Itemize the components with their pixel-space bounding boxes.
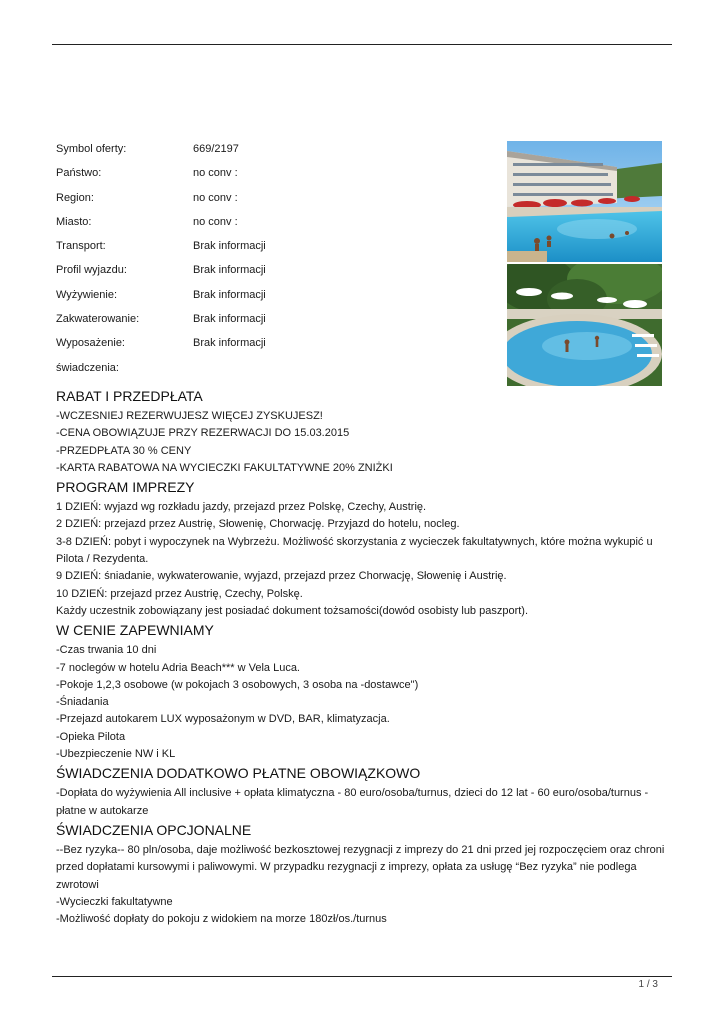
page-number: 1 / 3 [638,979,658,990]
header-rule [52,44,672,45]
offer-content [56,386,668,928]
section-title: RABAT I PRZEDPŁATA [56,388,203,404]
info-label: Państwo: [56,167,102,180]
text-line: 2 DZIEŃ: przejazd przez Austrię, Słowenię, Chorwację. Przyjazd do hotelu, nocleg. [56,518,460,531]
info-label: Miasto: [56,215,92,228]
text-line: zwrotowi [56,878,99,891]
info-row [56,288,356,312]
text-line: przed dopłatami kursowymi i paliwowymi. W przypadku rezygnacji z imprezy, opłata za usługę “Bez ryzyka” nie podlega [56,861,637,874]
info-value: Brak informacji [193,288,266,301]
pool-trees-photo [507,264,662,386]
info-row [56,166,356,190]
offer-info-table [56,142,356,385]
info-label: Zakwaterowanie: [56,313,140,326]
info-row [56,191,356,215]
info-value: no conv : [193,215,238,228]
info-row [56,263,356,287]
text-line: -Ubezpieczenie NW i KL [56,748,176,761]
section-dodatkowe [56,763,668,820]
text-line: -PRZEDPŁATA 30 % CENY [56,444,192,457]
info-label: świadczenia: [56,361,119,374]
text-line: -Śniadania [56,696,109,709]
section-program [56,477,668,620]
info-label: Region: [56,191,94,204]
section-title: W CENIE ZAPEWNIAMY [56,622,214,639]
text-line: płatne w autokarze [56,804,149,817]
info-value: Brak informacji [193,240,266,253]
text-line: -Opieka Pilota [56,730,126,743]
section-title: ŚWIADCZENIA OPCJONALNE [56,821,252,838]
info-value: Brak informacji [193,337,266,350]
info-label: Profil wyjazdu: [56,264,127,277]
info-value: no conv : [193,191,238,204]
text-line: -7 noclegów w hotelu Adria Beach*** w Vela Luca. [56,661,300,674]
section-cena [56,620,668,763]
info-row [56,239,356,263]
text-line: 10 DZIEŃ: przejazd przez Austrię, Czechy, Polskę. [56,587,303,600]
info-value: Brak informacji [193,313,266,326]
info-value: no conv : [193,167,238,180]
text-line: 9 DZIEŃ: śniadanie, wykwaterowanie, wyjazd, przejazd przez Chorwację, Słowenię i Austrię. [56,570,507,583]
section-title: PROGRAM IMPREZY [56,479,195,496]
info-row [56,142,356,166]
text-line: -Pokoje 1,2,3 osobowe (w pokojach 3 osobowych, 3 osoba na -dostawce") [56,678,419,691]
text-line: 3-8 DZIEŃ: pobyt i wypoczynek na Wybrzeżu. Możliwość skorzystania z wycieczek fakultatywnych, które można wykupić u [56,535,653,548]
text-line: Pilota / Rezydenta. [56,553,149,566]
text-line: -KARTA RABATOWA NA WYCIECZKI FAKULTATYWNE 20% ZNIŻKI [56,461,393,474]
hotel-pool-photo [507,141,662,262]
info-label: Transport: [56,240,106,253]
text-line: --Bez ryzyka-- 80 pln/osoba, daje możliwość bezkosztowej rezygnacji z imprezy do 21 dni przed jej rozpoczęciem oraz chroni [56,843,665,856]
text-line: Każdy uczestnik zobowiązany jest posiadać dokument tożsamości(dowód osobisty lub paszport). [56,604,529,617]
info-row [56,361,356,385]
info-row [56,215,356,239]
section-title: ŚWIADCZENIA DODATKOWO PŁATNE OBOWIĄZKOWO [56,765,421,782]
info-label: Symbol oferty: [56,143,127,155]
text-line: 1 DZIEŃ: wyjazd wg rozkładu jazdy, przejazd przez Polskę, Czechy, Austrię. [56,501,427,514]
info-value: 669/2197 [193,143,239,155]
text-line: -WCZESNIEJ REZERWUJESZ WIĘCEJ ZYSKUJESZ! [56,410,323,422]
text-line: -Wycieczki fakultatywne [56,895,173,908]
info-label: Wyżywienie: [56,288,118,301]
info-label: Wyposażenie: [56,337,125,350]
text-line: -Przejazd autokarem LUX wyposażonym w DVD, BAR, klimatyzacja. [56,713,390,726]
section-rabat [56,386,668,477]
footer-rule [52,976,672,977]
info-value: Brak informacji [193,264,266,277]
section-opcjonalne [56,820,668,928]
text-line: -Możliwość dopłaty do pokoju z widokiem na morze 180zł/os./turnus [56,913,387,926]
text-line: -Czas trwania 10 dni [56,644,157,657]
info-row [56,336,356,360]
info-row [56,312,356,336]
text-line: -Dopłata do wyżywienia All inclusive + opłata klimatyczna - 80 euro/osoba/turnus, dzieci do 12 lat - 60 euro/osoba/turnus - [56,787,649,800]
text-line: -CENA OBOWIĄZUJE PRZY REZERWACJI DO 15.03.2015 [56,427,350,440]
